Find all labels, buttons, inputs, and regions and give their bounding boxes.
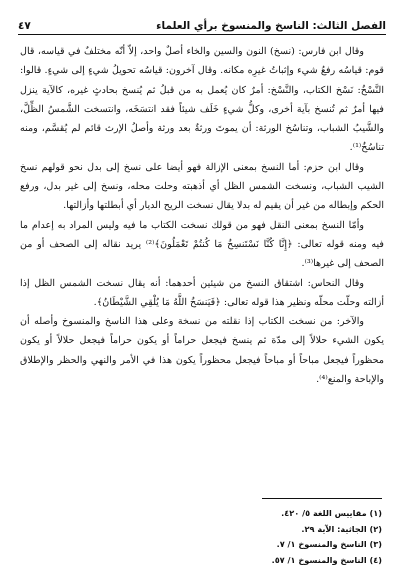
footnote-2: (٢) الجاثية: الآية ٢٩. <box>301 523 382 534</box>
main-text <box>20 42 384 389</box>
paragraph-naql: وأمّا النسخ بمعنى النقل فهو من قولك نسخت الكتاب ما فيه وليس المراد به إعدام ما فيه ومنه قوله تعالى: ﴿إِنَّا كُنَّا نَسْتَنسِخُ مَا كُنتُمْ تَعْمَلُونَ﴾⁽²⁾ يريد نقاله إلى الصحف أو من الصحف إلى غيرها⁽³⁾. <box>20 219 384 270</box>
running-header <box>18 14 386 32</box>
header-rule <box>18 34 386 35</box>
paragraph-nahhas: وقال النحاس: اشتقاق النسخ من شيئين أحدهما: أنه يقال نسخت الشمس الظل إذا أزالته وحلّت محلّه ونظير هذا قوله تعالى: ﴿فَيَنسَخُ اللَّهُ مَا يُلْقِي الشَّيْطَانُ﴾. <box>20 277 384 308</box>
paragraph-ibn-hazm: وقال ابن حزم: أما النسخ بمعنى الإزالة فهو أيضا على نسخ إلى بدل نحو قولهم نسخ الشيب الشباب، ونسخت الشمس الظل أي أذهبته وحلت محله، ونسخ إلى غير بدل، ورفع الحكم وإبطاله من غير أن يقيم له بدلا يقال نسخت الريح الديار أي أبطلتها وأزالتها. <box>20 161 384 212</box>
footnote-3: (٣) الناسخ والمنسوخ ١/ ٧. <box>276 539 382 549</box>
footnote-rule <box>262 498 382 499</box>
footnote-1: (١) مقاييس اللغة ٥/ ٤٢٠. <box>281 508 382 518</box>
paragraph-akhar: والآخر: من نسخت الكتاب إذا نقلته من نسخة وعلى هذا الناسخ والمنسوخ وأصله أن يكون الشيء حلالاً إلى مدّة ثم ينسخ فيجعل حراماً أو يكون حراماً فيجعل حلالاً أو يكون محظوراً فيجعل مباحاً أو مباحاً فيجعل محظوراً يكون هذا في الأمر والنهي والحظر والإطلاق والإباحة والمنع⁽⁴⁾. <box>20 316 384 386</box>
chapter-title: الفصل الثالث: الناسخ والمنسوخ برأي العلماء <box>156 20 386 32</box>
page-number: ٤٧ <box>18 20 31 32</box>
paragraph-ibn-faris: وقال ابن فارس: (نسخ) النون والسين والخاء أصلٌ واحد، إلاّ أنّه مختلفٌ في قياسه، قال قوم: قياسُه رفعُ شيء وإثباتُ غيرِه مكانه. وقال آخرون: قياسُه تحويلُ شيءٍ إلى شيءٍ. قالوا: النَّسْخُ: نَسْخ الكتاب، والنَّسْخ: أمرٌ كان يُعمل به من قبلُ ثم يُنسخ بحادثٍ غيره، كالآية ينزل فيها أمرٌ ثم تُنسخ بآية أخرى، وكلُّ شيءٍ خَلَف شيئاً فقد انتسَخَه، وانتسخت الشَّمسُ الظِّلَّ، والشَّيبُ الشباب، وتناسُخ الورثة: أن يموتَ ورثةٌ بعد ورثة وأصلُ الإرث قائم لم يُقسَّم، ومنه تناسُخُ⁽¹⁾. <box>20 46 384 154</box>
footnote-4: (٤) الناسخ والمنسوخ ١/ ٥٧. <box>271 554 382 565</box>
footnotes <box>40 506 382 568</box>
